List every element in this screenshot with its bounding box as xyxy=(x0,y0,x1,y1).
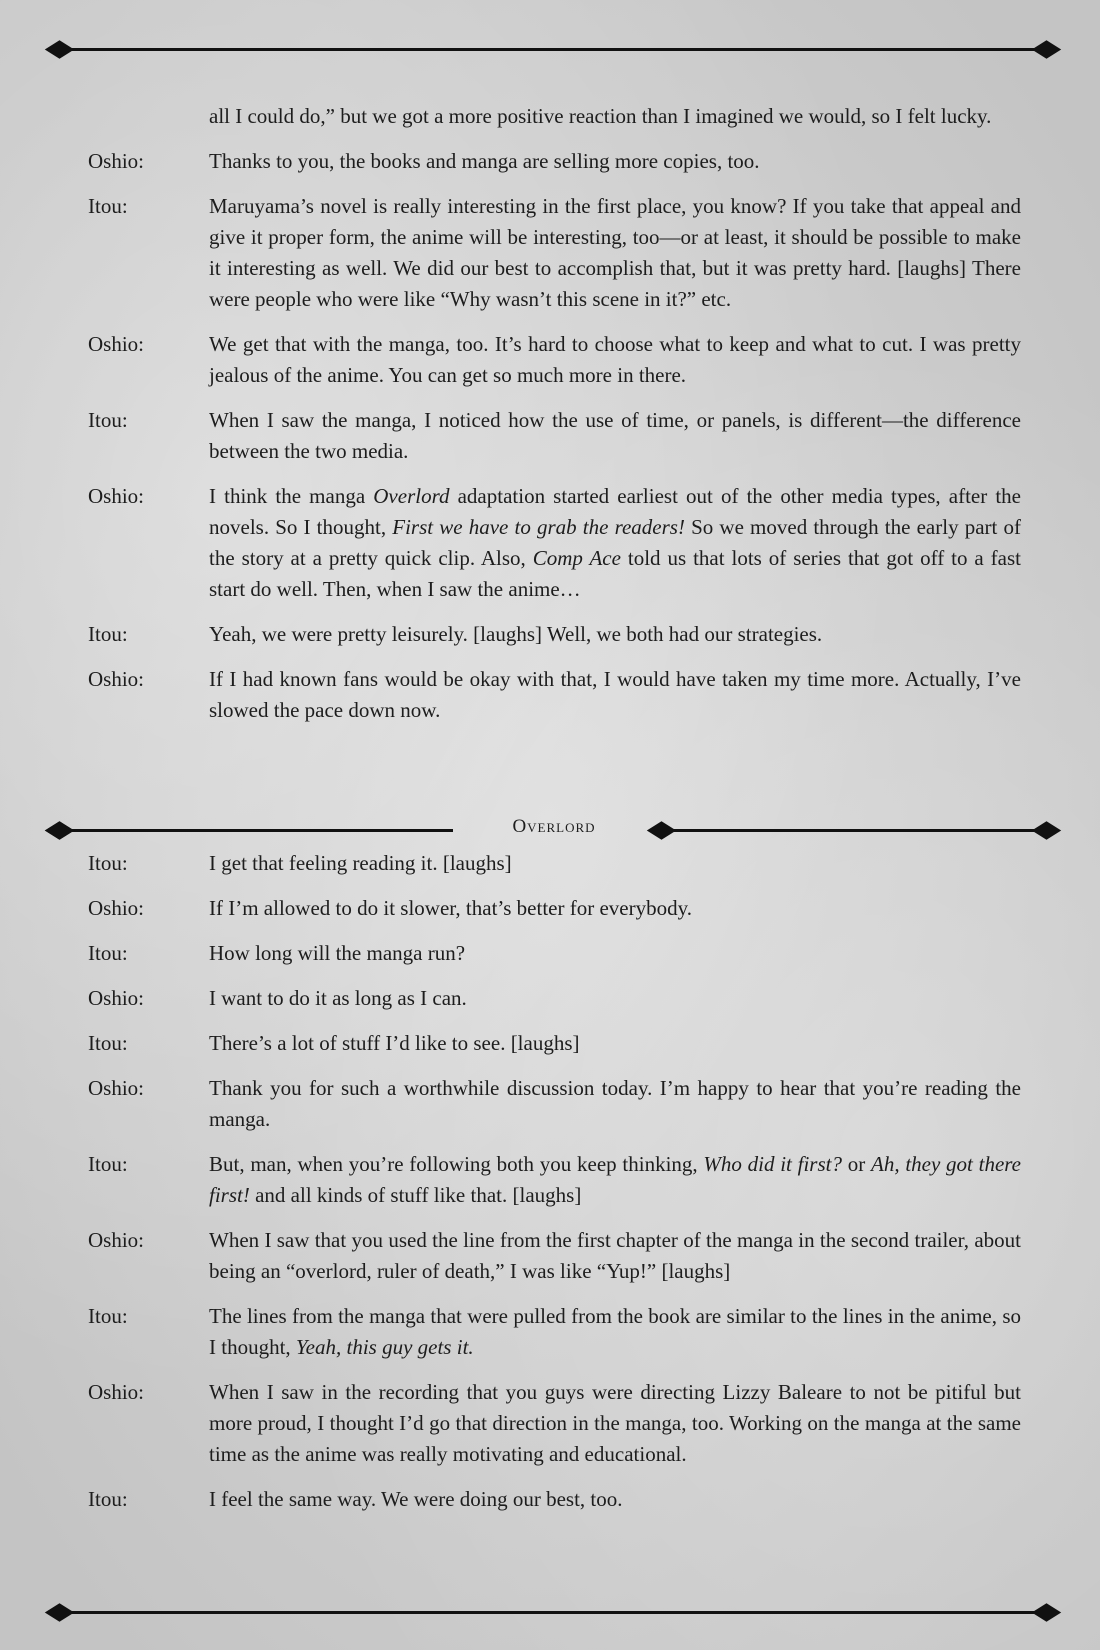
dialogue-entry xyxy=(88,481,1021,605)
speech-text xyxy=(209,146,1021,177)
speech-text xyxy=(209,893,1021,924)
text-segment: When I saw the manga, I noticed how the use of time, or panels, is different—the difference between the two media. xyxy=(209,408,1021,463)
speech-text xyxy=(209,1073,1021,1135)
header-rule-right xyxy=(655,829,1053,832)
dialogue-entry xyxy=(88,1225,1021,1287)
speech-text xyxy=(209,848,1021,879)
text-segment: If I had known fans would be okay with that, I would have taken my time more. Actually, I’ve slowed the pace down now. xyxy=(209,667,1021,722)
text-segment: Thank you for such a worthwhile discussion today. I’m happy to hear that you’re reading the manga. xyxy=(209,1076,1021,1131)
speaker-name: Oshio: xyxy=(88,667,145,691)
dialogue-entry xyxy=(88,848,1021,879)
text-segment: or xyxy=(842,1152,871,1176)
text-segment: But, man, when you’re following both you keep thinking, xyxy=(209,1152,704,1176)
top-rule xyxy=(53,48,1053,51)
text-segment: The lines from the manga that were pulled from the book are similar to the lines in the anime, so I thought, xyxy=(209,1304,1021,1359)
dialogue-entry xyxy=(88,146,1021,177)
speech-text xyxy=(209,664,1021,726)
dialogue-entry xyxy=(88,1484,1021,1515)
dialogue-entry xyxy=(88,1301,1021,1363)
speaker-name: Oshio: xyxy=(88,986,145,1010)
text-segment: If I’m allowed to do it slower, that’s better for everybody. xyxy=(209,896,692,920)
speaker-name: Oshio: xyxy=(88,1228,145,1252)
running-header-title: Overlord xyxy=(512,816,596,837)
speaker-name: Oshio: xyxy=(88,484,145,508)
speech-text xyxy=(209,101,1021,132)
text-segment: all I could do,” but we got a more positive reaction than I imagined we would, so I felt lucky. xyxy=(209,104,992,128)
speech-text xyxy=(209,619,1021,650)
speech-text xyxy=(209,1377,1021,1470)
speech-text xyxy=(209,481,1021,605)
text-segment: How long will the manga run? xyxy=(209,941,466,965)
speech-text xyxy=(209,191,1021,315)
text-segment: So we moved through the early part of the story at a pretty quick clip. Also, xyxy=(209,515,1021,570)
speaker-name: Oshio: xyxy=(88,896,145,920)
speaker-name: Itou: xyxy=(88,1487,128,1511)
text-segment: I want to do it as long as I can. xyxy=(209,986,467,1010)
dialogue-entry xyxy=(88,1149,1021,1211)
speaker-name xyxy=(88,101,209,132)
italic-text-segment: Ah, they got there first! xyxy=(209,1152,1021,1207)
text-segment: I feel the same way. We were doing our best, too. xyxy=(209,1487,623,1511)
dialogue-entry xyxy=(88,1073,1021,1135)
text-segment: There’s a lot of stuff I’d like to see. [laughs] xyxy=(209,1031,580,1055)
speaker-name: Itou: xyxy=(88,194,128,218)
text-segment: Maruyama’s novel is really interesting in the first place, you know? If you take that appeal and give it proper form, the anime will be interesting, too—or at least, it should be possible to make it interesting as well. We did our best to accomplish that, but it was pretty hard. [laughs] There were people who were like “Why wasn’t this scene in it?” etc. xyxy=(209,194,1021,311)
dialogue-entry xyxy=(88,938,1021,969)
dialogue-entry xyxy=(88,893,1021,924)
dialogue-entry xyxy=(88,983,1021,1014)
speaker-name: Oshio: xyxy=(88,1380,145,1404)
dialogue-entry xyxy=(88,191,1021,315)
text-segment: We get that with the manga, too. It’s hard to choose what to keep and what to cut. I was pretty jealous of the anime. You can get so much more in there. xyxy=(209,332,1021,387)
speaker-name: Oshio: xyxy=(88,1076,145,1100)
text-segment: I get that feeling reading it. [laughs] xyxy=(209,851,512,875)
speech-text xyxy=(209,1028,1021,1059)
speaker-name: Oshio: xyxy=(88,149,145,173)
speaker-name: Oshio: xyxy=(88,332,145,356)
speech-text xyxy=(209,405,1021,467)
speaker-name: Itou: xyxy=(88,622,128,646)
text-segment: Yeah, we were pretty leisurely. [laughs] Well, we both had our strategies. xyxy=(209,622,823,646)
bottom-rule xyxy=(53,1611,1053,1614)
dialogue-entry xyxy=(88,101,1021,132)
speaker-name: Itou: xyxy=(88,941,128,965)
text-segment: Thanks to you, the books and manga are selling more copies, too. xyxy=(209,149,760,173)
dialogue-entry xyxy=(88,1377,1021,1470)
text-segment: When I saw that you used the line from the first chapter of the manga in the second trailer, about being an “overlord, ruler of death,” I was like “Yup!” [laughs] xyxy=(209,1228,1021,1283)
speech-text xyxy=(209,1225,1021,1287)
text-segment: told us that lots of series that got off to a fast start do well. Then, when I saw the anime… xyxy=(209,546,1022,601)
italic-text-segment: Overlord xyxy=(373,484,450,508)
italic-text-segment: Comp Ace xyxy=(532,546,621,570)
speaker-name: Itou: xyxy=(88,1152,128,1176)
text-segment: adaptation started earliest out of the other media types, after the novels. So I thought, xyxy=(209,484,1021,539)
dialogue-section-bottom xyxy=(88,848,1021,1529)
speaker-name: Itou: xyxy=(88,408,128,432)
dialogue-entry xyxy=(88,664,1021,726)
header-rule-left xyxy=(53,829,453,832)
speaker-name: Itou: xyxy=(88,1031,128,1055)
speech-text xyxy=(209,329,1021,391)
speech-text xyxy=(209,983,1021,1014)
speech-text xyxy=(209,1149,1021,1211)
speaker-name: Itou: xyxy=(88,1304,128,1328)
dialogue-entry xyxy=(88,619,1021,650)
speech-text xyxy=(209,1301,1021,1363)
italic-text-segment: Who did it first? xyxy=(703,1152,842,1176)
speech-text xyxy=(209,938,1021,969)
italic-text-segment: First we have to grab the readers! xyxy=(392,515,685,539)
italic-text-segment: Yeah, this guy gets it. xyxy=(295,1335,474,1359)
speech-text xyxy=(209,1484,1021,1515)
text-segment: When I saw in the recording that you guys were directing Lizzy Baleare to not be pitiful but more proud, I thought I’d go that direction in the manga, too. Working on the manga at the same time as the anime was really motivating and educational. xyxy=(209,1380,1021,1466)
dialogue-entry xyxy=(88,1028,1021,1059)
text-segment: I think the manga xyxy=(209,484,374,508)
text-segment: and all kinds of stuff like that. [laughs] xyxy=(249,1183,582,1207)
dialogue-section-top xyxy=(88,101,1021,740)
dialogue-entry xyxy=(88,329,1021,391)
speaker-name: Itou: xyxy=(88,851,128,875)
dialogue-entry xyxy=(88,405,1021,467)
